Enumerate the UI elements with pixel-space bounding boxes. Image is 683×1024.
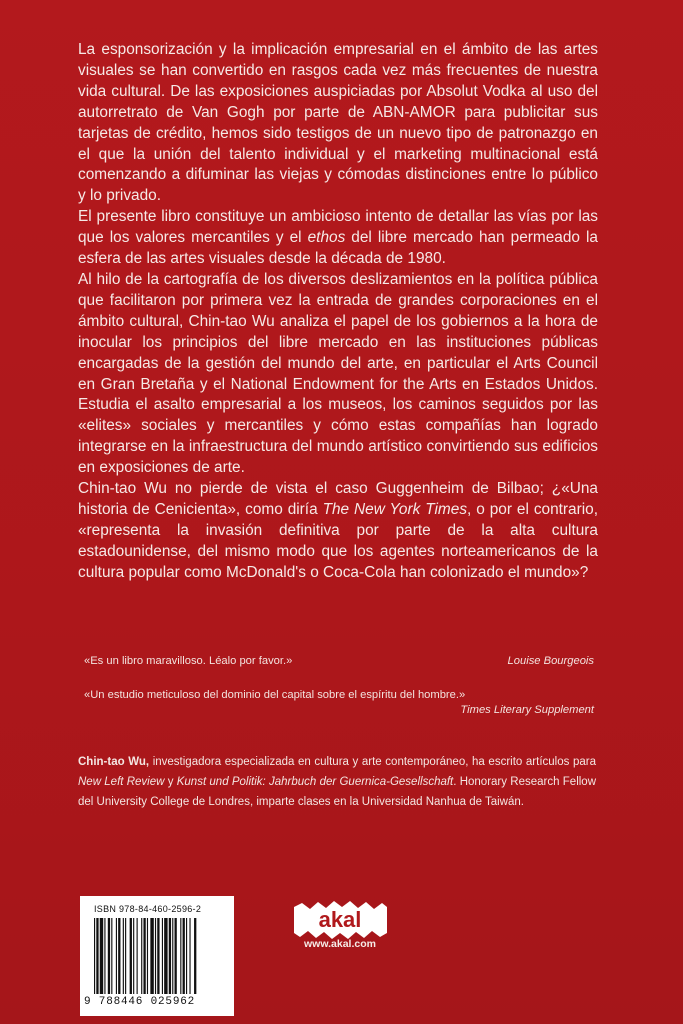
barcode-bar (143, 918, 145, 994)
barcode-bar (94, 918, 95, 994)
author-bio-italic-1: New Left Review (78, 776, 165, 788)
author-bio-text-2: y (164, 776, 177, 788)
barcode-bar (141, 918, 142, 994)
barcode-bar (130, 918, 132, 994)
paragraph-1: La esponsorización y la implicación empresarial en el ámbito de las artes visuales se han convertido en rasgos cada vez más frecuentes de nuestra vida cultural. De las exposiciones auspiciadas por Absolut Vodka al uso del autorretrato de Van Gogh por parte de ABN-AMOR para publicitar sus tarjetas de crédito, hemos sido testigos de un nuevo tipo de patronazgo en el que la unión del talento individual y el marketing multinacional está comenzando a difuminar las viejas y cómodas distinciones entre lo público y lo privado. (78, 41, 598, 205)
barcode-bars (86, 918, 228, 996)
quote-2-source: Times Literary Supplement (460, 704, 594, 716)
paragraph-3: Al hilo de la cartografía de los diversos deslizamientos en la política pública que facilitaron por primera vez la entrada de grandes corporaciones en el ámbito cultural, Chin-tao Wu analiza el papel de los gobiernos a la hora de inocular los principios del libre mercado en las instituciones públicas encargadas de la gestión del mundo del arte, en particular el Arts Council en Gran Bretaña y el National Endowment for the Arts en Estados Unidos. Estudia el asalto empresarial a los museos, los caminos seguidos por las «elites» sociales y mercantiles y cómo estas compañías han logrado integrarse en la infraestructura del mundo artístico convirtiendo sus edificios en exposiciones de arte. (78, 270, 598, 477)
quote-2-text: «Un estudio meticuloso del dominio del capital sobre el espíritu del hombre.» (84, 689, 466, 701)
barcode-bar (186, 918, 187, 994)
paragraph-2 (78, 207, 598, 270)
paragraph-2-italic: ethos (307, 229, 346, 247)
barcode-bar (111, 918, 112, 994)
barcode-bar (194, 918, 196, 994)
svg-text:akal: akal (318, 907, 362, 932)
barcode-bar (96, 918, 98, 994)
quote-1-text: «Es un libro maravilloso. Léalo por favor.» (84, 655, 293, 667)
barcode-bar (137, 918, 138, 994)
barcode-bar (118, 918, 120, 994)
quote-1-source: Louise Bourgeois (507, 655, 594, 667)
author-bio-text-1: investigadora especializada en cultura y arte contemporáneo, ha escrito artículos para (149, 756, 596, 768)
barcode-bar (123, 918, 124, 994)
quote-1 (84, 654, 594, 669)
paragraph-2-text-b: del libre mercado han permeado la esfera de las artes visuales desde la década de 1980. (78, 229, 598, 268)
barcode-bar (125, 918, 126, 994)
barcode-bar (133, 918, 134, 994)
barcode-bar (116, 918, 117, 994)
barcode-bar (162, 918, 163, 994)
barcode-digits: 9 788446 025962 (84, 996, 196, 1008)
barcode-bar (172, 918, 173, 994)
barcode-bar (155, 918, 156, 994)
barcode (80, 896, 234, 1016)
paragraph-4-italic: The New York Times (322, 500, 468, 518)
author-bio-text-3: . Honorary Research Fellow del University College de Londres, imparte clases en la Universidad Nanhua de Taiwán. (78, 776, 596, 808)
barcode-bar (108, 918, 110, 994)
barcode-bar (164, 918, 167, 994)
author-bio (78, 752, 596, 812)
synopsis (78, 40, 598, 584)
barcode-bar (175, 918, 177, 994)
barcode-bar (189, 918, 190, 994)
barcode-bar (169, 918, 171, 994)
barcode-bar (147, 918, 148, 994)
paragraph-4-text-b: , o por el contrario, «representa la invasión definitiva por parte de la alta cultura estadounidense, del mismo modo que los agentes norteamericanos de la cultura popular como McDonald's o Coca-Cola han colonizado el mundo»? (78, 500, 599, 581)
publisher-url: www.akal.com (304, 938, 376, 950)
paragraph-2-text-a: El presente libro constituye un ambicioso intento de detallar las vías por las que los valores mercantiles y el (78, 208, 598, 247)
author-bio-italic-2: Kunst und Politik: Jahrbuch der Guernica-Gesellschaft (176, 776, 454, 788)
barcode-bar (157, 918, 159, 994)
isbn-label: ISBN 978-84-460-2596-2 (94, 904, 202, 914)
barcode-bar (150, 918, 153, 994)
barcode-bar (183, 918, 185, 994)
paragraph-4 (78, 479, 598, 584)
quote-2 (84, 688, 594, 718)
barcode-bar (100, 918, 103, 994)
paragraph-4-text-a: Chin-tao Wu no pierde de vista el caso Guggenheim de Bilbao; ¿«Una historia de Cenicienta», como diría (78, 480, 598, 518)
author-name: Chin-tao Wu, (78, 756, 150, 768)
barcode-bar (104, 918, 105, 994)
barcode-bar (180, 918, 181, 994)
